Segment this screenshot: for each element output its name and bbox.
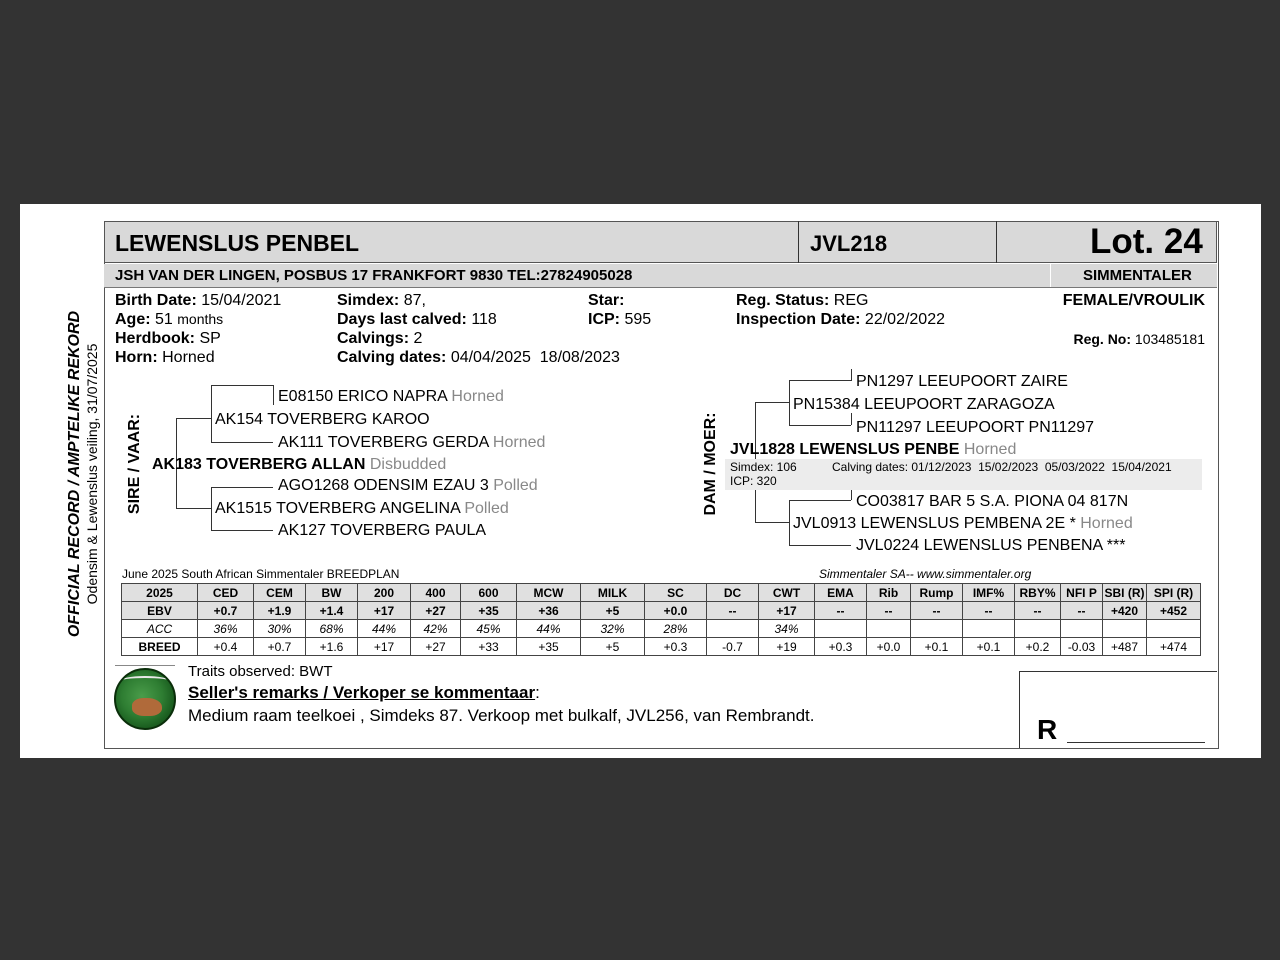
dam-sire-sire: PN1297 LEEUPOORT ZAIRE (856, 373, 1068, 390)
table-cell: +1.4 (306, 602, 358, 620)
table-cell: +0.1 (911, 638, 963, 656)
simdex: Simdex: 87, (337, 292, 426, 309)
table-header-cell: RBY% (1015, 584, 1061, 602)
table-cell: -- (1061, 602, 1103, 620)
breedplan-title: June 2025 South African Simmentaler BREEDPLAN (122, 567, 400, 581)
table-header-cell: CEM (254, 584, 306, 602)
table-row (122, 638, 1201, 656)
table-header-cell: EMA (815, 584, 867, 602)
sire-label: SIRE / VAAR: (126, 413, 143, 515)
simmentaler-logo-icon (114, 668, 176, 730)
table-header-cell: Rib (867, 584, 911, 602)
birth-date: Birth Date: 15/04/2021 (115, 292, 282, 309)
table-cell: +17 (759, 602, 815, 620)
table-cell: 42% (411, 620, 461, 638)
table-header-cell: MILK (581, 584, 645, 602)
reg-status: Reg. Status: REG (736, 292, 869, 309)
table-cell: 36% (198, 620, 254, 638)
table-cell: -- (1015, 602, 1061, 620)
dam-dam: JVL0913 LEWENSLUS PEMBENA 2E * Horned (793, 515, 1133, 532)
table-cell: +1.9 (254, 602, 306, 620)
sex: FEMALE/VROULIK (1062, 292, 1205, 309)
sire-sire-sire: E08150 ERICO NAPRA Horned (278, 388, 504, 405)
table-cell: +35 (461, 602, 517, 620)
table-cell: +0.7 (198, 602, 254, 620)
table-cell (1147, 620, 1201, 638)
sire-name: AK183 TOVERBERG ALLAN Disbudded (152, 456, 447, 473)
animal-id: JVL218 (810, 231, 888, 256)
table-header-cell: 200 (358, 584, 411, 602)
table-cell: ACC (122, 620, 198, 638)
table-cell: BREED (122, 638, 198, 656)
days-last-calved: Days last calved: 118 (337, 311, 497, 328)
table-cell: +0.0 (867, 638, 911, 656)
table-cell: -- (707, 602, 759, 620)
table-cell: 45% (461, 620, 517, 638)
table-cell: 44% (517, 620, 581, 638)
table-cell: +1.6 (306, 638, 358, 656)
dam-calving-dates: Calving dates: 01/12/2023 15/02/2023 05/03/2022 15/04/2021 (832, 460, 1172, 474)
table-cell: 30% (254, 620, 306, 638)
table-header-cell: SPI (R) (1147, 584, 1201, 602)
table-cell (815, 620, 867, 638)
dam-simdex: Simdex: 106 (730, 460, 797, 474)
age: Age: 51 months (115, 311, 224, 328)
table-cell: -- (963, 602, 1015, 620)
breedplan-site: Simmentaler SA-- www.simmentaler.org (819, 567, 1032, 581)
star: Star: (588, 292, 625, 309)
table-cell: +5 (581, 602, 645, 620)
table-cell (867, 620, 911, 638)
table-cell: 44% (358, 620, 411, 638)
sire-sire-dam: AK111 TOVERBERG GERDA Horned (278, 434, 546, 451)
table-cell: 68% (306, 620, 358, 638)
sire-dam-sire: AGO1268 ODENSIM EZAU 3 Polled (278, 477, 538, 494)
reg-no: Reg. No: 103485181 (1073, 331, 1205, 347)
table-cell: -0.7 (707, 638, 759, 656)
table-cell: +0.1 (963, 638, 1015, 656)
dam-dam-sire: CO03817 BAR 5 S.A. PIONA 04 817N (856, 493, 1129, 510)
table-cell: 28% (645, 620, 707, 638)
calvings: Calvings: 2 (337, 330, 423, 347)
table-cell (1103, 620, 1147, 638)
table-cell: +27 (411, 638, 461, 656)
table-cell: +0.3 (815, 638, 867, 656)
table-header-row (122, 584, 1201, 602)
table-cell: +452 (1147, 602, 1201, 620)
table-cell: +27 (411, 602, 461, 620)
table-cell: +33 (461, 638, 517, 656)
r-label: R (1037, 714, 1058, 745)
table-cell: +35 (517, 638, 581, 656)
herdbook: Herdbook: SP (115, 330, 221, 347)
table-cell (1061, 620, 1103, 638)
inspection-date: Inspection Date: 22/02/2022 (736, 311, 945, 328)
table-row (122, 620, 1201, 638)
dam-name: JVL1828 LEWENSLUS PENBE Horned (730, 441, 1017, 458)
table-cell (911, 620, 963, 638)
table-header-cell: SC (645, 584, 707, 602)
dam-label: DAM / MOER: (702, 412, 719, 516)
table-cell: +474 (1147, 638, 1201, 656)
table-cell (963, 620, 1015, 638)
table-header-cell: DC (707, 584, 759, 602)
icp: ICP: 595 (588, 311, 652, 328)
dam-sire: PN15384 LEEUPOORT ZARAGOZA (793, 396, 1055, 413)
breed-label: SIMMENTALER (1083, 267, 1192, 284)
dam-sire-dam: PN11297 LEEUPOORT PN11297 (856, 419, 1095, 436)
traits-observed: Traits observed: BWT (188, 663, 333, 680)
table-cell: -- (911, 602, 963, 620)
table-header-cell: NFI P (1061, 584, 1103, 602)
table-cell: +0.0 (645, 602, 707, 620)
calving-dates: Calving dates: 04/04/2025 18/08/2023 (337, 349, 620, 366)
table-cell: 32% (581, 620, 645, 638)
horn: Horn: Horned (115, 349, 215, 366)
table-cell: +0.2 (1015, 638, 1061, 656)
table-cell: +17 (358, 638, 411, 656)
table-cell: -- (815, 602, 867, 620)
table-header-cell: BW (306, 584, 358, 602)
lot-card (20, 204, 1261, 758)
table-cell: EBV (122, 602, 198, 620)
remarks-heading: Seller's remarks / Verkoper se kommentaar: (188, 683, 540, 702)
table-cell: 34% (759, 620, 815, 638)
table-cell: +19 (759, 638, 815, 656)
dam-dam-dam: JVL0224 LEWENSLUS PENBENA *** (856, 537, 1126, 554)
table-cell (1015, 620, 1061, 638)
sire-sire: AK154 TOVERBERG KAROO (215, 411, 430, 428)
table-header-cell: 600 (461, 584, 517, 602)
table-cell: +17 (358, 602, 411, 620)
table-header-cell: SBI (R) (1104, 585, 1145, 600)
table-cell: +36 (517, 602, 581, 620)
breeder-info: JSH VAN DER LINGEN, POSBUS 17 FRANKFORT 9830 TEL:27824905028 (115, 267, 633, 284)
table-header-cell: IMF% (963, 584, 1015, 602)
table-cell: -- (867, 602, 911, 620)
table-header-cell: Rump (911, 584, 963, 602)
table-cell: +420 (1103, 602, 1147, 620)
table-header-cell: 2025 (122, 584, 198, 602)
auction-label: Odensim & Lewenslus veiling, 31/07/2025 (84, 343, 100, 605)
table-cell: -0.03 (1061, 638, 1103, 656)
lot-number: Lot. 24 (1090, 222, 1203, 261)
ebv-table (121, 583, 1201, 656)
table-header-cell: CED (198, 584, 254, 602)
animal-name: LEWENSLUS PENBEL (115, 230, 360, 256)
official-record-label: OFFICIAL RECORD / AMPTELIKE REKORD (66, 310, 83, 638)
table-header-cell: MCW (517, 584, 581, 602)
table-cell: +0.3 (645, 638, 707, 656)
table-header-cell: 400 (411, 584, 461, 602)
table-cell: +0.4 (198, 638, 254, 656)
dam-icp: ICP: 320 (730, 474, 777, 488)
table-row (122, 602, 1201, 620)
table-cell: +5 (581, 638, 645, 656)
remarks-text: Medium raam teelkoei , Simdeks 87. Verkoop met bulkalf, JVL256, van Rembrandt. (188, 706, 815, 725)
table-header-cell: CWT (759, 584, 815, 602)
sire-dam-dam: AK127 TOVERBERG PAULA (278, 522, 487, 539)
table-cell: +487 (1103, 638, 1147, 656)
sire-dam: AK1515 TOVERBERG ANGELINA Polled (215, 500, 509, 517)
table-cell: +0.7 (254, 638, 306, 656)
table-cell (707, 620, 759, 638)
